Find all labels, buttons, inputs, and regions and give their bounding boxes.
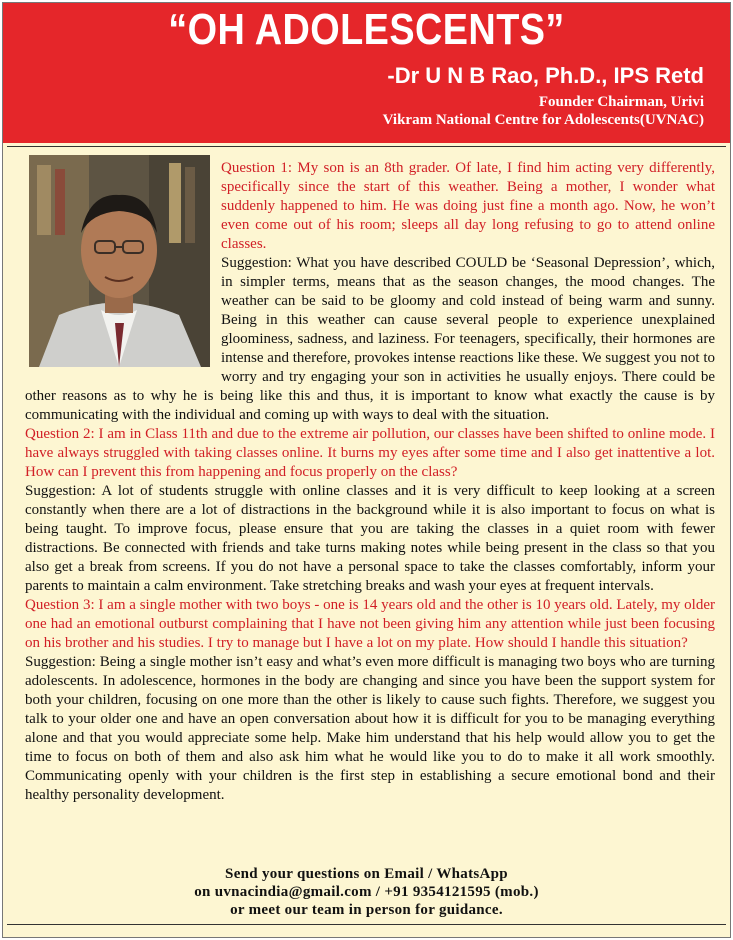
article-frame: [2, 2, 731, 938]
footer-line-3: or meet our team in person for guidance.: [230, 902, 503, 918]
page-title: “OH ADOLESCENTS”: [168, 5, 565, 54]
footer-line-2: on uvnacindia@gmail.com / +91 9354121595 (mob.): [194, 884, 539, 900]
divider: [7, 146, 726, 147]
suggestion-2: Suggestion: A lot of students struggle with online classes and it is very difficult to keep looking at a screen constantly when there are a lot of distractions in the background while it is also important to focus on what is being taught. To improve focus, please ensure that you are taking the classes in a quiet room with fewer distractions. Be connected with friends and take turns making notes while being present in the class so that you also get a break from screens. If you do not have a personal space to take the classes comfortably, inform your parents to maintain a calm environment. Take stretching breaks and wash your eyes at frequent intervals.: [25, 483, 715, 594]
author-name: -Dr U N B Rao, Ph.D., IPS Retd: [387, 63, 704, 88]
question-1: Question 1: My son is an 8th grader. Of late, I find him acting very differently, specifically since the start of this weather. Being a mother, I wonder what suddenly happened to him. He was doing just fine a month ago. Now, he won’t even come out of his room; sleeps all day long refusing to go to attend online classes.: [221, 160, 715, 252]
suggestion-3: Suggestion: Being a single mother isn’t easy and what’s even more difficult is managing two boys who are turning adolescents. In adolescence, hormones in the body are changing and since you have been the support system for both your children, focusing on one more than the other is likely to cause such fights. Therefore, we suggest you talk to your older one and have an open conversation about how it is difficult for you to be managing everything alone and that you would appreciate some help. Make him understand that his help would allow you to get the time to focus on both of them and also ask him what he would like you to do to make it all work smoothly. Communicating openly with your children is the first step in establishing a secure emotional bond and their healthy personality development.: [25, 654, 715, 803]
photo-spacer: [25, 159, 221, 375]
footer-line-1: Send your questions on Email / WhatsApp: [225, 866, 508, 882]
contact-footer: [3, 865, 730, 919]
question-2: Question 2: I am in Class 11th and due to the extreme air pollution, our classes have been shifted to online mode. I have always struggled with taking classes online. It burns my eyes after some time and I also get inattentive a lot. How can I prevent this from happening and focus properly on the class?: [25, 426, 715, 480]
author-organization: Vikram National Centre for Adolescents(UVNAC): [382, 112, 704, 128]
header-banner: [3, 3, 730, 143]
question-3: Question 3: I am a single mother with two boys - one is 14 years old and the other is 10 years old. Lately, my older one had an emotional outburst complaining that I have not been giving him any attention while just been focusing on his brother and his studies. I try to manage but I have a lot on my plate. How should I handle this situation?: [25, 597, 715, 651]
suggestion-1: Suggestion: What you have described COULD be ‘Seasonal Depression’, which, in simpler terms, means that as the season changes, the mood changes. The weather can be said to be gloomy and cold instead of being warm and sunny. Being in this weather can cause several people to experience unexplained gloominess, sadness, and laziness. For teenagers, specifically, their hormones are intense and therefore, provokes intense reactions like these. We suggest you not to worry and try engaging your son in activities he usually enjoys. There could be other reasons as to why he is being like this and thus, it is important to know what exactly the cause is by communicating with the individual and coming up with ways to deal with the situation.: [25, 255, 715, 423]
bottom-divider: [7, 924, 726, 925]
qa-content: [25, 159, 715, 805]
author-role: Founder Chairman, Urivi: [538, 94, 704, 110]
